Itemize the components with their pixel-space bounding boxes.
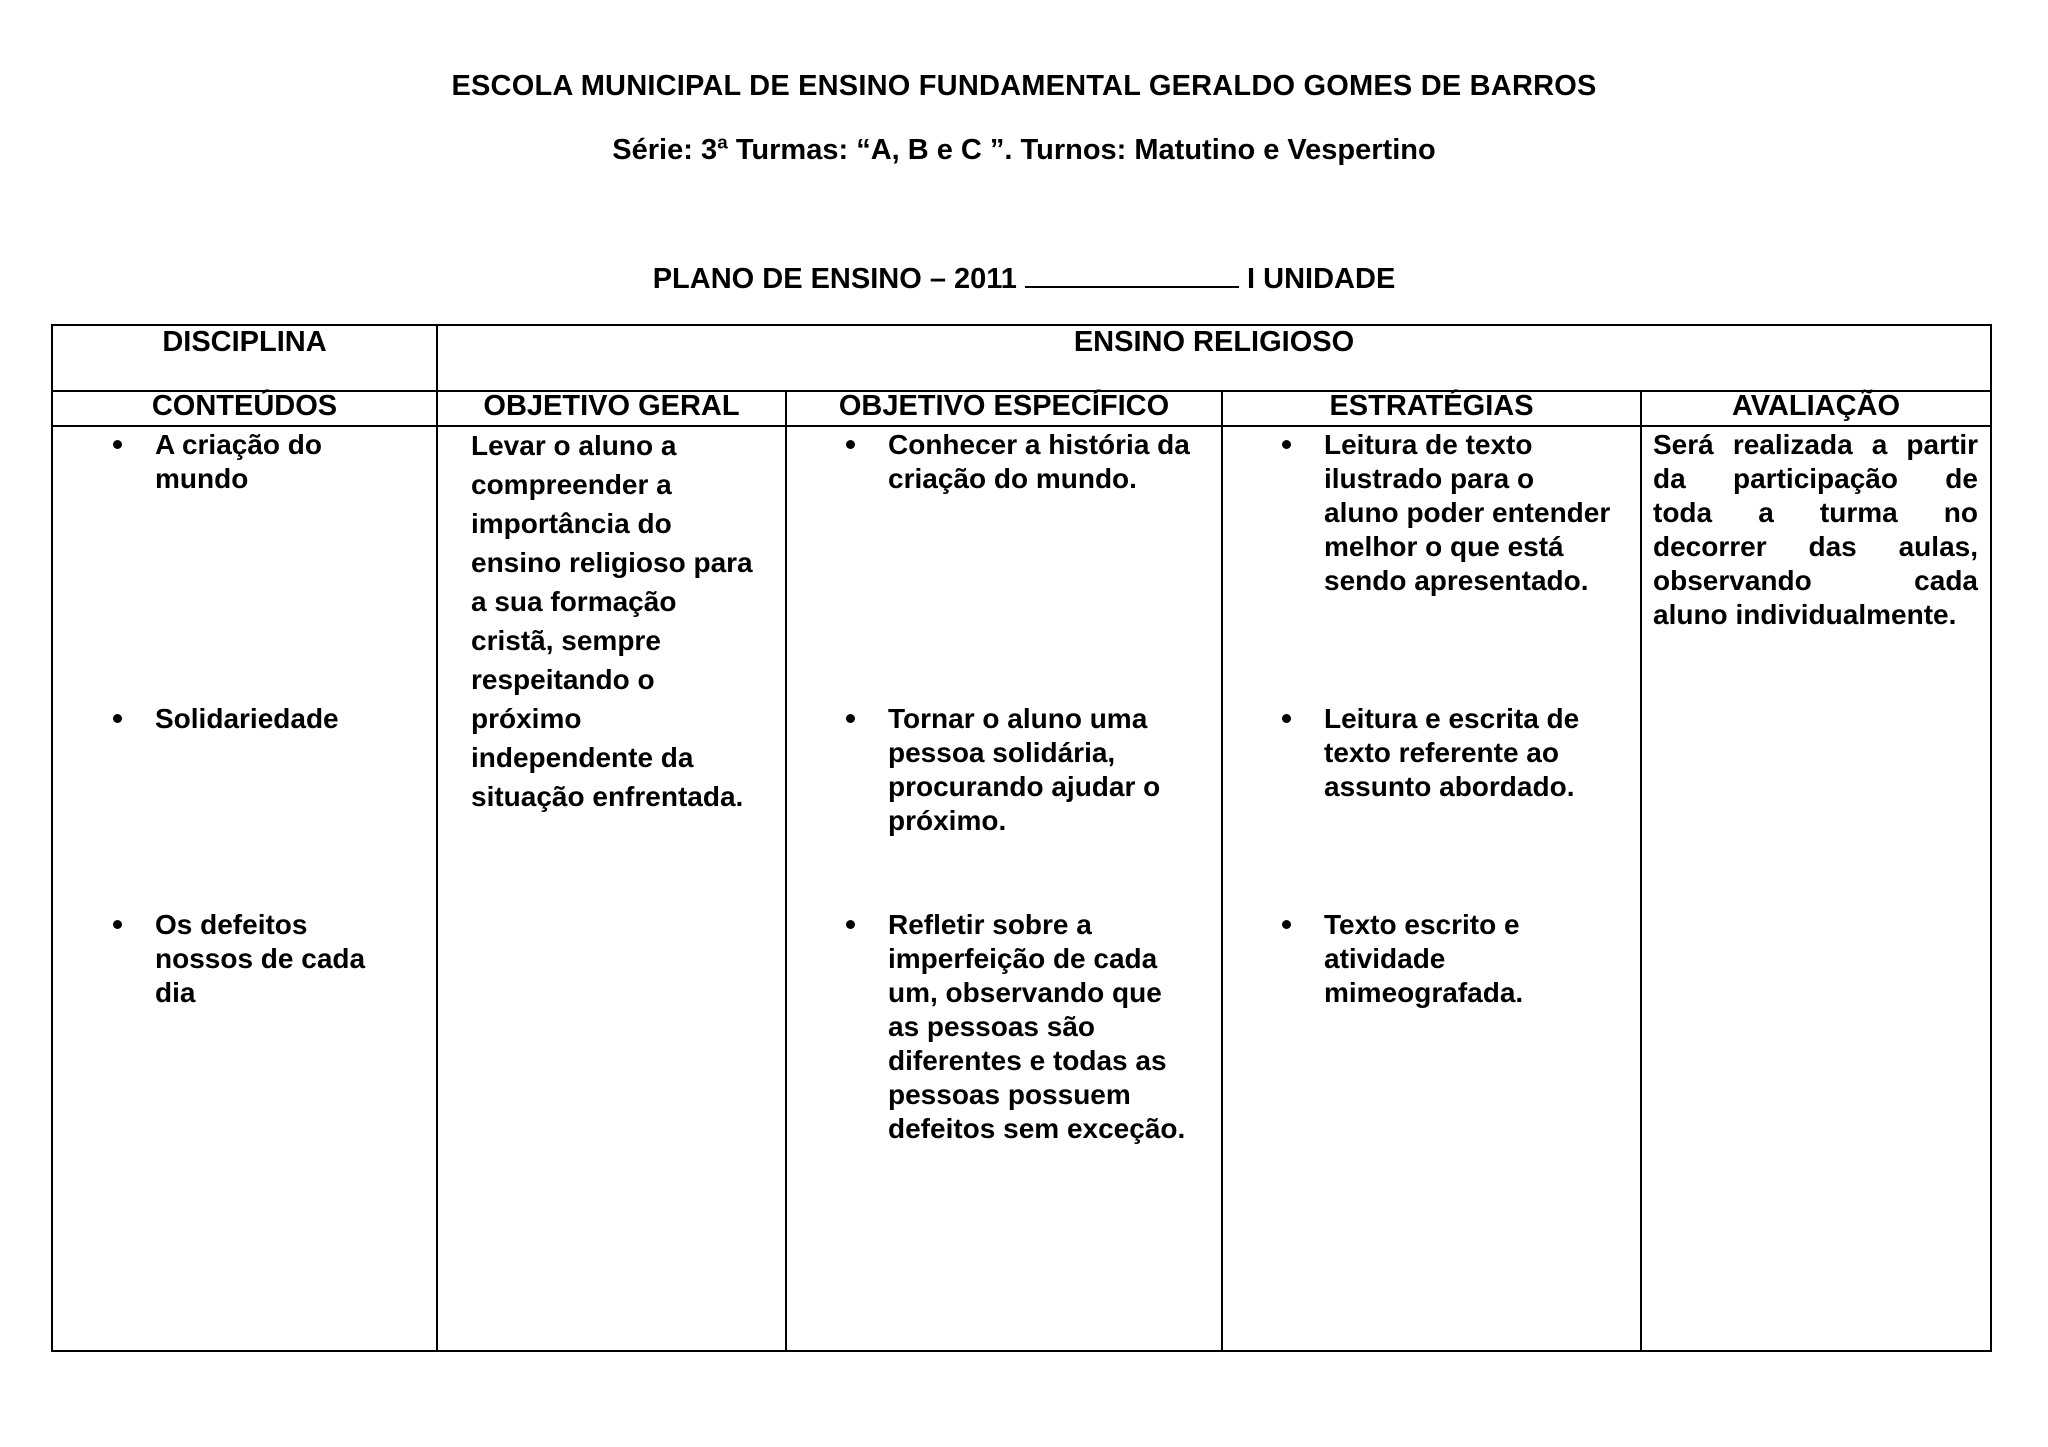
objetivo-geral-line: a sua formação xyxy=(471,586,677,617)
avaliacao-line: da participação de xyxy=(1653,463,1978,494)
bullet-icon xyxy=(113,714,122,723)
avaliacao-line: Será realizada a partir xyxy=(1653,429,1978,460)
objetivo-especifico-line: as pessoas são xyxy=(888,1011,1096,1042)
bullet-icon xyxy=(1282,714,1291,723)
estrategia-line: atividade xyxy=(1324,943,1446,974)
objetivo-especifico-line: pessoas possuem xyxy=(888,1079,1131,1110)
conteudo-line: nossos de cada xyxy=(155,943,366,974)
bullet-icon xyxy=(113,440,122,449)
objetivo-especifico-line: defeitos sem exceção. xyxy=(888,1113,1186,1144)
estrategia-line: sendo apresentado. xyxy=(1324,565,1589,596)
bullet-icon xyxy=(846,440,855,449)
bullet-icon xyxy=(113,920,122,929)
estrategia-line: melhor o que está xyxy=(1324,531,1564,562)
estrategia-line: assunto abordado. xyxy=(1324,771,1575,802)
estrategia-line: Leitura de texto xyxy=(1324,429,1533,460)
column-header-objetivo-especifico: OBJETIVO ESPECÍFICO xyxy=(838,390,1170,422)
objetivo-especifico-line: diferentes e todas as xyxy=(888,1045,1167,1076)
bullet-icon xyxy=(1282,920,1291,929)
avaliacao-text xyxy=(1653,428,1978,632)
objetivo-geral-text xyxy=(471,426,781,816)
objetivo-geral-line: compreender a xyxy=(471,469,672,500)
column-header-conteudos: CONTEÚDOS xyxy=(151,390,338,422)
row-divider xyxy=(53,425,1990,427)
column-header-avaliacao: AVALIAÇÃO xyxy=(1731,390,1901,422)
col-divider xyxy=(1221,390,1223,1350)
objetivo-geral-line: respeitando o xyxy=(471,664,655,695)
objetivo-geral-line: ensino religioso para xyxy=(471,547,753,578)
objetivo-especifico-line: Conhecer a história da xyxy=(888,429,1190,460)
objetivo-geral-line: Levar o aluno a xyxy=(471,430,677,461)
avaliacao-line: decorrer das aulas, xyxy=(1653,531,1978,562)
estrategia-line: Leitura e escrita de xyxy=(1324,703,1580,734)
plan-title xyxy=(0,262,2048,296)
conteudo-line: mundo xyxy=(155,463,249,494)
objetivo-especifico-line: próximo. xyxy=(888,805,1007,836)
objetivo-geral-line: importância do xyxy=(471,508,672,539)
objetivo-especifico-line: Refletir sobre a xyxy=(888,909,1092,940)
estrategia-line: aluno poder entender xyxy=(1324,497,1611,528)
conteudo-line: dia xyxy=(155,977,196,1008)
plan-title-suffix: I UNIDADE xyxy=(1239,263,1396,295)
avaliacao-line: toda a turma no xyxy=(1653,497,1978,528)
discipline-label: DISCIPLINA xyxy=(162,326,327,358)
objetivo-especifico-line: imperfeição de cada xyxy=(888,943,1158,974)
bullet-icon xyxy=(846,714,855,723)
conteudo-line: Solidariedade xyxy=(155,703,339,734)
bullet-icon xyxy=(846,920,855,929)
objetivo-geral-line: independente da xyxy=(471,742,694,773)
estrategia-line: ilustrado para o xyxy=(1324,463,1535,494)
estrategia-line: Texto escrito e xyxy=(1324,909,1520,940)
objetivo-especifico-line: procurando ajudar o xyxy=(888,771,1161,802)
conteudo-line: Os defeitos xyxy=(155,909,308,940)
conteudo-line: A criação do xyxy=(155,429,323,460)
col-divider xyxy=(1640,390,1642,1350)
series-info: Série: 3ª Turmas: “A, B e C ”. Turnos: Matutino e Vespertino xyxy=(612,134,1436,166)
discipline-value: ENSINO RELIGIOSO xyxy=(1073,326,1355,358)
school-name: ESCOLA MUNICIPAL DE ENSINO FUNDAMENTAL GERALDO GOMES DE BARROS xyxy=(451,70,1597,102)
column-header-estrategias: ESTRATÉGIAS xyxy=(1329,390,1534,422)
col-divider xyxy=(785,390,787,1350)
plan-blank-line xyxy=(1025,262,1239,288)
estrategia-line: mimeografada. xyxy=(1324,977,1524,1008)
bullet-icon xyxy=(1282,440,1291,449)
teaching-plan-table xyxy=(51,324,1992,1352)
avaliacao-line: aluno individualmente. xyxy=(1653,599,1957,630)
column-header-objetivo-geral: OBJETIVO GERAL xyxy=(483,390,740,422)
plan-title-prefix: PLANO DE ENSINO – 2011 xyxy=(652,263,1025,295)
col-divider xyxy=(436,326,438,1350)
objetivo-especifico-line: criação do mundo. xyxy=(888,463,1137,494)
objetivo-geral-line: próximo xyxy=(471,703,582,734)
objetivo-especifico-line: Tornar o aluno uma xyxy=(888,703,1148,734)
avaliacao-line: observando cada xyxy=(1653,565,1978,596)
objetivo-geral-line: situação enfrentada. xyxy=(471,781,744,812)
objetivo-especifico-line: um, observando que xyxy=(888,977,1162,1008)
objetivo-geral-line: cristã, sempre xyxy=(471,625,661,656)
estrategia-line: texto referente ao xyxy=(1324,737,1559,768)
objetivo-especifico-line: pessoa solidária, xyxy=(888,737,1116,768)
